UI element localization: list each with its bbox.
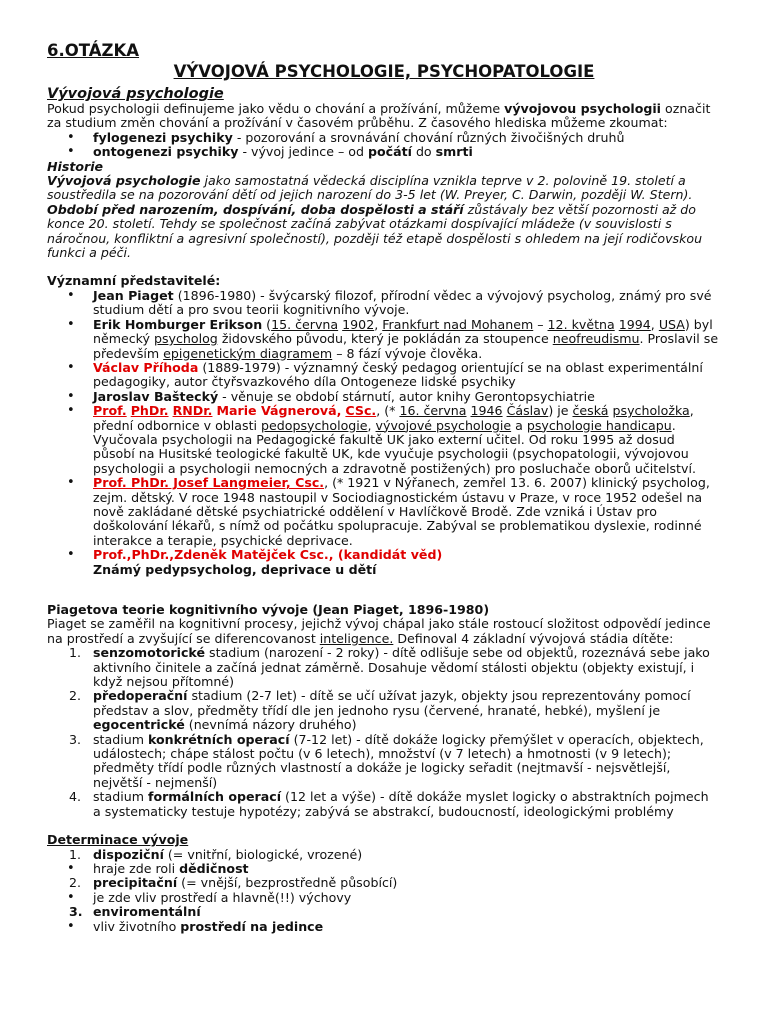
intro-paragraph: Pokud psychologii definujeme jako vědu o chování a prožívání, můžeme vývojovou psychologii označit za studium změn chování a prožívání v časovém průběhu. Z časového hlediska můžeme zkoumat:: [47, 101, 711, 131]
piaget-intro: Piaget se zaměřil na kognitivní procesy, jejichž vývoj chápal jako stále rostoucí složitost odpovědí jedince na prostředí a zvyšující se diferencovanost inteligence. Definoval 4 základní vývojová stádia dítěte:: [47, 616, 711, 646]
link[interactable]: RNDr.: [172, 403, 213, 419]
list-item: 4. stadium formálních operací (12 let a výše) - dítě dokáže myslet logicky o abstraktních pojmech a systematicky testuje hypotézy; zabývá se abstrakcí, budoucností, ideologickými problémy: [69, 789, 709, 819]
list-item: 1. dispoziční (= vnitřní, biologické, vrozené): [69, 846, 363, 862]
link[interactable]: 1946: [470, 403, 503, 419]
list-item: • Jaroslav Baštecký - věnuje se období stárnutí, autor knihy Gerontopsychiatrie: [47, 390, 719, 404]
link[interactable]: psycholog: [153, 331, 218, 347]
list-item: • Prof. PhDr. Josef Langmeier, Csc., (* 1921 v Nýřanech, zemřel 13. 6. 2007) klinický psycholog, zejm. dětský. V roce 1948 nastoupil v Sociodiagnostickém ústavu v Praze, v roce 1952 odešel na nově zakládané dětské psychiatrické oddělení v Havlíčkově Brodě. Zde vzniká i Ústav pro doškolování lékařů, s nímž od počátku spolupracuje. Zabýval se problematikou dyslexie, rodinné interakce a terapie, psychické deprivace.: [47, 476, 719, 548]
link[interactable]: PhDr.: [130, 403, 169, 419]
link[interactable]: USA: [658, 316, 685, 332]
history-label: Historie: [47, 158, 104, 174]
list-item: • vliv životního prostředí na jedince: [47, 920, 719, 934]
link[interactable]: 1902: [342, 316, 375, 332]
link[interactable]: CSc.: [345, 403, 377, 419]
list-item: 2. předoperační stadium (2-7 let) - dítě se učí užívat jazyk, objekty jsou reprezentovány pomocí představ a slov, předměty třídí dle jen jednoho rysu (červené, hranaté, hebké), myšlení je egocentrické (nevnímá názory druhého): [69, 688, 691, 733]
link[interactable]: 12. května: [547, 316, 615, 332]
section-subtitle: Vývojová psychologie: [47, 86, 224, 102]
question-number: 6.OTÁZKA: [47, 41, 140, 60]
link[interactable]: vývojové psychologie: [375, 417, 512, 433]
link[interactable]: 15. června: [271, 316, 339, 332]
list-item: • Václav Příhoda (1889-1979) - významný český pedagog orientující se na oblast experimentální pedagogiky, autor čtyřsvazkového díla Ontogeneze lidské psychiky: [47, 361, 719, 390]
list-item: • Erik Homburger Erikson (15. června 1902, Frankfurt nad Mohanem – 12. května 1994, USA) byl německý psycholog židovského původu, který je pokládán za stoupence neofreudismu. Proslavil se především epigenetickým diagramem – 8 fází vývoje člověka.: [47, 318, 719, 361]
link[interactable]: pedopsychologie: [261, 417, 368, 433]
representatives-heading: Významní představitelé:: [47, 273, 221, 289]
page-title: VÝVOJOVÁ PSYCHOLOGIE, PSYCHOPATOLOGIE: [173, 62, 595, 81]
link[interactable]: česká: [572, 403, 609, 419]
determinace-list: [47, 848, 719, 934]
list-item: • fylogenezi psychiky - pozorování a srovnávání chování různých živočišných druhů: [47, 131, 719, 145]
genesis-list: [47, 131, 719, 160]
list-item: 3. enviromentální: [69, 904, 201, 920]
stages-list: [47, 646, 719, 819]
document-body: [47, 86, 719, 934]
determinace-heading: Determinace vývoje: [47, 832, 189, 848]
link[interactable]: epigenetickým diagramem: [163, 345, 333, 361]
list-item: • Prof.,PhDr.,Zdeněk Matějček Csc., (kandidát věd) Známý pedypsycholog, deprivace u dětí: [47, 548, 719, 577]
link[interactable]: Frankfurt nad Mohanem: [382, 316, 534, 332]
link[interactable]: Prof.: [93, 403, 127, 419]
list-item: • je zde vliv prostředí a hlavně(!!) výchovy: [47, 891, 719, 905]
link[interactable]: inteligence.: [319, 630, 394, 646]
link[interactable]: 1994: [618, 316, 651, 332]
list-item: 1. senzomotorické stadium (narození - 2 roky) - dítě odlišuje sebe od objektů, rozeznává sebe jako aktivního činitele a začíná jednat záměrně. Dosahuje vědomí stálosti objektu (objekty existují, i když nejsou přítomné): [69, 645, 710, 690]
history-paragraph: Vývojová psychologie jako samostatná vědecká disciplína vznikla teprve v 2. polovině 19. století a soustředila se na pozorování dětí od jejich narození do 3-5 let (W. Preyer, C. Darwin, později W. Stern). Období před narozením, dospívání, doba dospělosti a stáří zůstávaly bez větší pozornosti až do konce 20. století. Tehdy se společnost začíná zabývat otázkami dospívající mládeže (v souvislosti s náročnou, konfliktní a agresivní společností), později též etapě dospělosti s ohledem na její rodičovskou funkci a péči.: [47, 173, 703, 261]
link[interactable]: Čáslav: [506, 403, 549, 419]
link[interactable]: psycholožka: [612, 403, 690, 419]
list-item: 2. precipitační (= vnější, bezprostředně působící): [69, 875, 398, 891]
representatives-list: [47, 289, 719, 577]
list-item: • Jean Piaget (1896-1980) - švýcarský filozof, přírodní vědec a vývojový psycholog, známý pro své studium dětí a pro svou teorii kognitivního vývoje.: [47, 289, 719, 318]
list-item: • hraje zde roli dědičnost: [47, 862, 719, 876]
list-item: • Prof. PhDr. RNDr. Marie Vágnerová, CSc., (* 16. června 1946 Čáslav) je česká psycholožka, přední odbornice v oblasti pedopsychologie, vývojové psychologie a psychologie handicapu. Vyučovala psychologii na Pedagogické fakultě UK jako externí učitel. Od roku 1995 až dosud působí na Husitské teologické fakultě UK, kde vyučuje psychologii (psychopatologii, vývojovou psychologii a psychologii nemocných a zdravotně postižených) pro posluchače oborů učitelství.: [47, 404, 719, 476]
link[interactable]: 16. června: [399, 403, 467, 419]
list-item: • ontogenezi psychiky - vývoj jedince – od počátí do smrti: [47, 145, 719, 159]
piaget-theory-heading: Piagetova teorie kognitivního vývoje (Jean Piaget, 1896-1980): [47, 602, 490, 617]
link[interactable]: neofreudismu: [552, 331, 640, 347]
list-item: 3. stadium konkrétních operací (7-12 let) - dítě dokáže logicky přemýšlet v operacích, objektech, událostech; chápe stálost počtu (v 6 letech), množství (v 7 letech) a hmotnosti (v 9 letech); předměty třídí podle různých vlastností a dokáže je logicky seřadit (nejtmavší - nejsvětlejší, největší - nejmenší): [69, 731, 704, 790]
link[interactable]: psychologie handicapu: [526, 417, 672, 433]
